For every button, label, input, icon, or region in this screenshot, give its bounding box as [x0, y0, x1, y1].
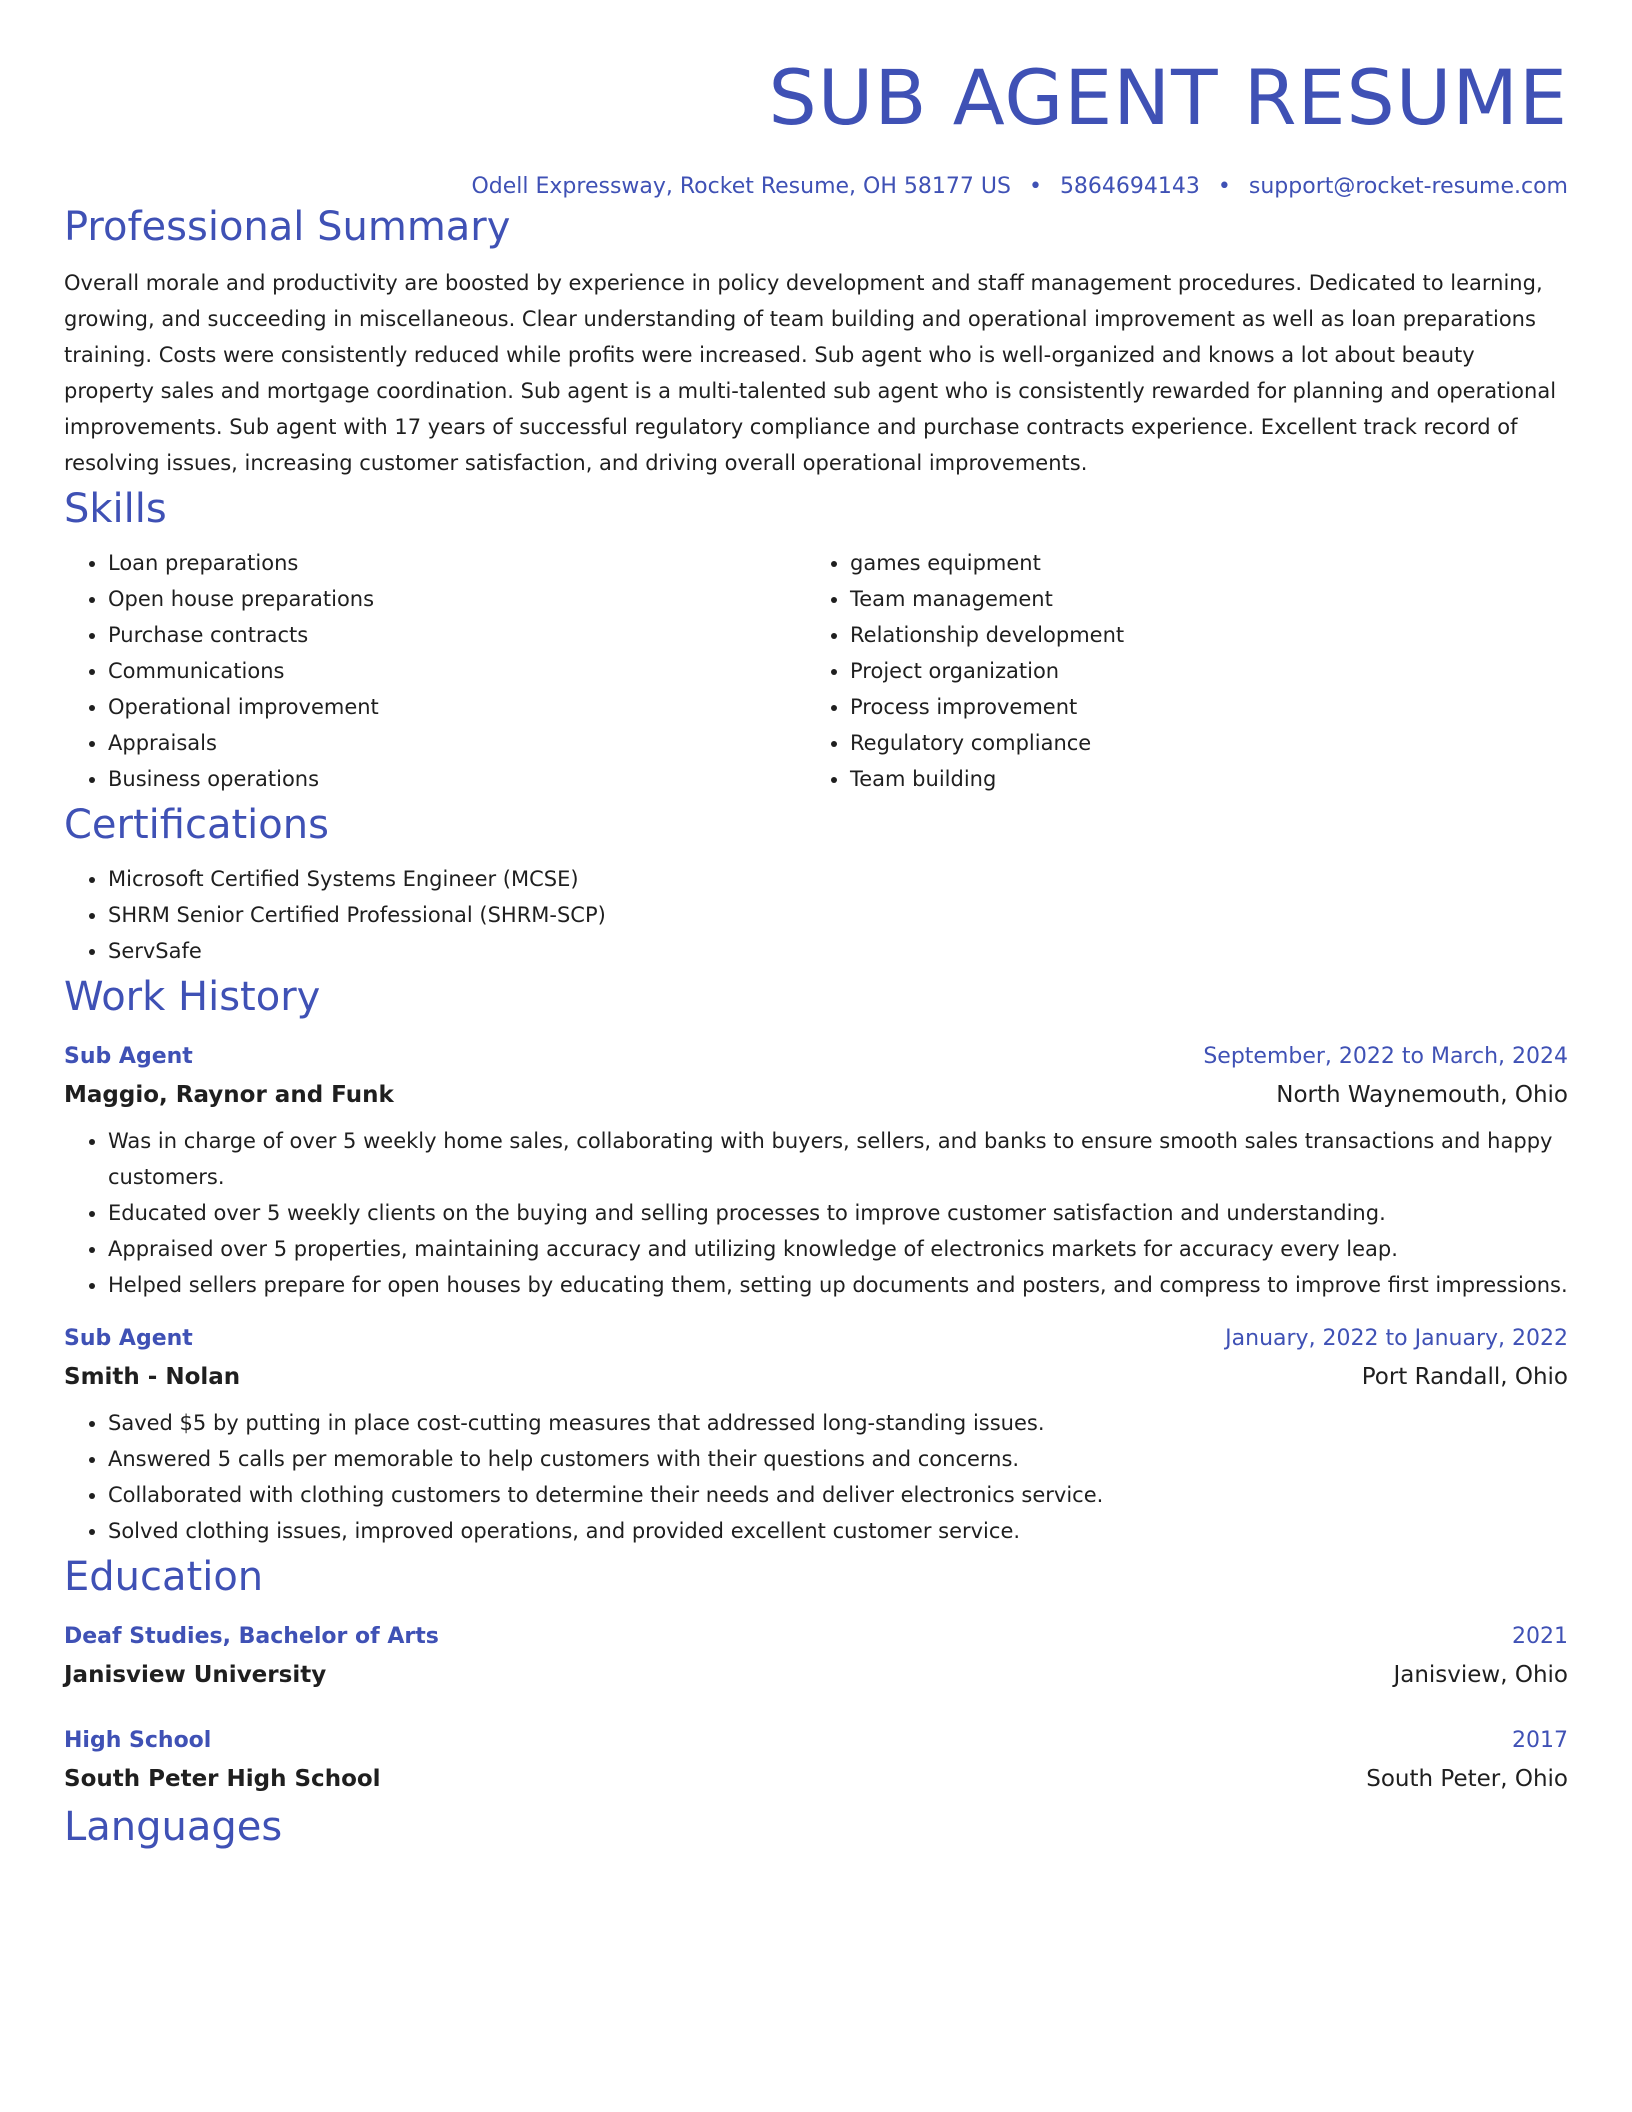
skill-item: • Team management [850, 581, 1548, 617]
job-bullet: • Was in charge of over 5 weekly home sales, collaborating with buyers, sellers, and banks to ensure smooth sales transactions and happy customers. [108, 1123, 1568, 1195]
education-school-row [64, 1655, 1568, 1695]
skill-item: • Purchase contracts [108, 617, 806, 653]
skill-item: • Team building [850, 761, 1548, 797]
skill-item: • Appraisals [108, 725, 806, 761]
section-title-summary: Professional Summary [64, 204, 511, 250]
job-bullet: • Answered 5 calls per memorable to help customers with their questions and concerns. [108, 1441, 1568, 1477]
education-location: Janisview, Ohio [1393, 1662, 1568, 1688]
job-company: Smith - Nolan [64, 1364, 241, 1390]
section-title-work-history: Work History [64, 974, 321, 1020]
education-school: Janisview University [64, 1662, 327, 1688]
skills-column-right [806, 545, 1548, 797]
job-role: Sub Agent [64, 1044, 193, 1069]
skill-item: • Project organization [850, 653, 1548, 689]
job-bullet: • Solved clothing issues, improved operations, and provided excellent customer service. [108, 1513, 1568, 1549]
contact-email[interactable]: support@rocket-resume.com [1248, 174, 1568, 199]
skill-item: • Open house preparations [108, 581, 806, 617]
job-dates: January, 2022 to January, 2022 [1225, 1326, 1568, 1351]
job-bullet: • Appraised over 5 properties, maintaining accuracy and utilizing knowledge of electronics markets for accuracy every leap. [108, 1231, 1568, 1267]
certification-item: • ServSafe [108, 933, 1568, 969]
education-degree: Deaf Studies, Bachelor of Arts [64, 1624, 439, 1649]
education-degree-row [64, 1619, 1568, 1655]
education-degree: High School [64, 1728, 212, 1753]
skills-list [64, 545, 1568, 797]
job-dates: September, 2022 to March, 2024 [1203, 1044, 1568, 1069]
skill-item: • Business operations [108, 761, 806, 797]
skill-item: • Relationship development [850, 617, 1548, 653]
job-bullet: • Helped sellers prepare for open houses by educating them, setting up documents and posters, and compress to improve first impressions. [108, 1267, 1568, 1303]
skill-item: • games equipment [850, 545, 1548, 581]
contact-address: Odell Expressway, Rocket Resume, OH 58177 US [471, 174, 1011, 199]
job-role-row [64, 1321, 1568, 1357]
resume-title: SUB AGENT RESUME [768, 53, 1568, 142]
section-title-languages: Languages [64, 1804, 283, 1850]
job-bullets [64, 1123, 1568, 1303]
education-year: 2021 [1512, 1624, 1568, 1649]
education-year: 2017 [1512, 1728, 1568, 1753]
section-title-certifications: Certifications [64, 802, 329, 848]
job-role-row [64, 1039, 1568, 1075]
contact-phone: 5864694143 [1059, 174, 1200, 199]
summary-text: Overall morale and productivity are boosted by experience in policy development and staff management procedures. Dedicated to learning, growing, and succeeding in miscellaneous. Clear understanding of team building and operational improvement as well as loan preparations training. Costs were consistently reduced while profits were increased. Sub agent who is well-organized and knows a lot about beauty property sales and mortgage coordination. Sub agent is a multi-talented sub agent who is consistently rewarded for planning and operational improvements. Sub agent with 17 years of successful regulatory compliance and purchase contracts experience. Excellent track record of resolving issues, increasing customer satisfaction, and driving overall operational improvements. [64, 271, 1557, 475]
skill-item: • Regulatory compliance [850, 725, 1548, 761]
contact-line [64, 174, 1568, 199]
job-bullet: • Saved $5 by putting in place cost-cutting measures that addressed long-standing issues. [108, 1405, 1568, 1441]
education-entry [64, 1723, 1568, 1799]
education-school: South Peter High School [64, 1766, 381, 1792]
section-title-education: Education [64, 1554, 264, 1600]
education-location: South Peter, Ohio [1366, 1766, 1568, 1792]
contact-separator: • [1217, 174, 1231, 199]
education-degree-row [64, 1723, 1568, 1759]
job-bullets [64, 1405, 1568, 1549]
skill-item: • Loan preparations [108, 545, 806, 581]
job-location: Port Randall, Ohio [1361, 1364, 1568, 1390]
education-school-row [64, 1759, 1568, 1799]
job-bullet: • Educated over 5 weekly clients on the buying and selling processes to improve customer satisfaction and understanding. [108, 1195, 1568, 1231]
skill-item: • Operational improvement [108, 689, 806, 725]
contact-separator: • [1028, 174, 1042, 199]
job-entry [64, 1039, 1568, 1303]
job-entry [64, 1321, 1568, 1549]
certification-item: • Microsoft Certified Systems Engineer (MCSE) [108, 861, 1568, 897]
job-company-row [64, 1357, 1568, 1397]
certification-item: • SHRM Senior Certified Professional (SHRM-SCP) [108, 897, 1568, 933]
certifications-list [64, 861, 1568, 969]
job-company-row [64, 1075, 1568, 1115]
skill-item: • Communications [108, 653, 806, 689]
education-entry [64, 1619, 1568, 1695]
job-bullet: • Collaborated with clothing customers to determine their needs and deliver electronics service. [108, 1477, 1568, 1513]
job-company: Maggio, Raynor and Funk [64, 1082, 394, 1108]
job-role: Sub Agent [64, 1326, 193, 1351]
section-title-skills: Skills [64, 486, 167, 532]
job-location: North Waynemouth, Ohio [1276, 1082, 1568, 1108]
skills-column-left [64, 545, 806, 797]
skill-item: • Process improvement [850, 689, 1548, 725]
